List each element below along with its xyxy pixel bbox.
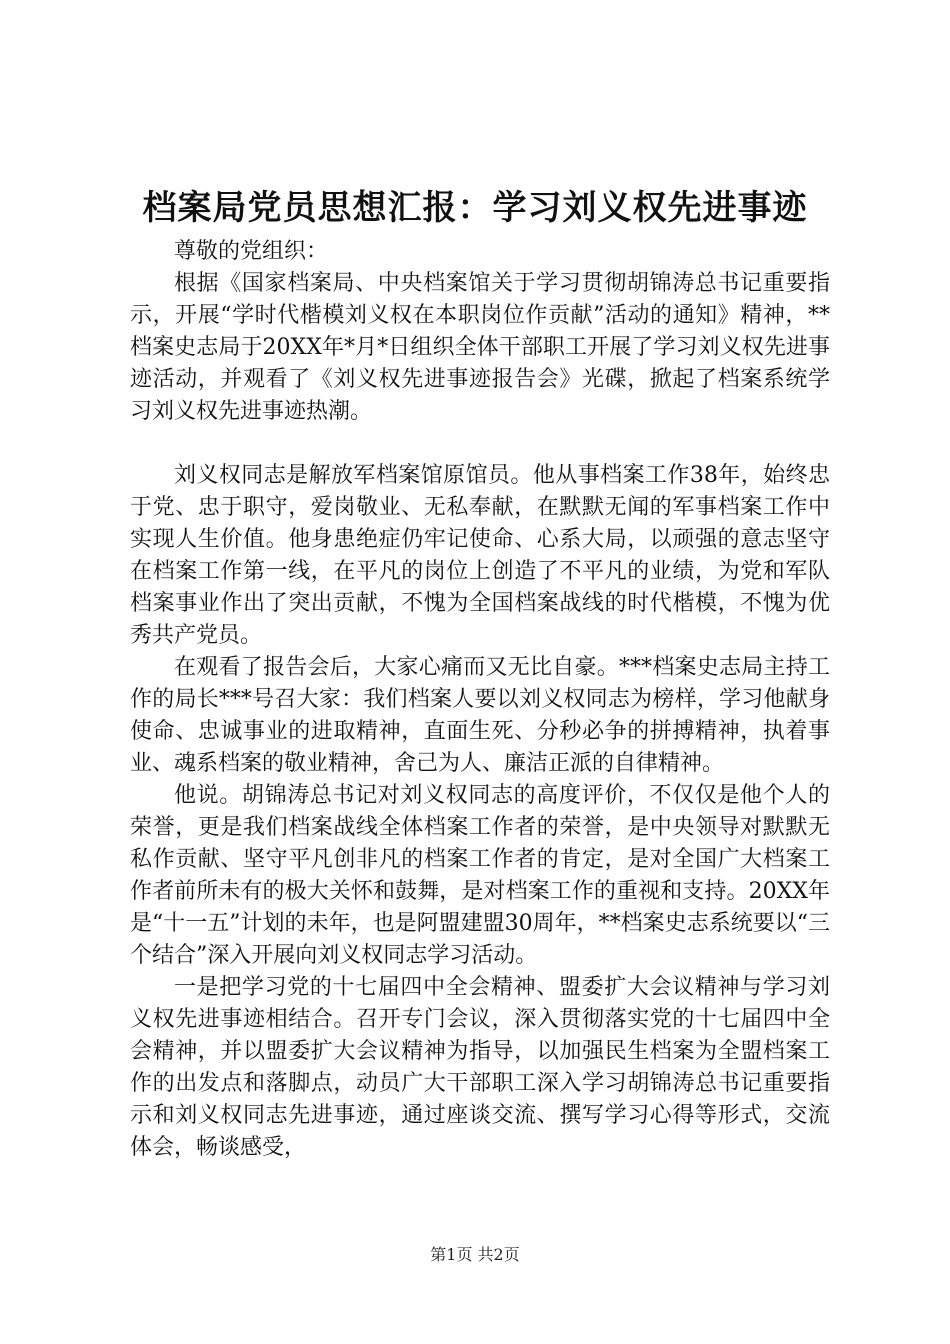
body-paragraph: 在观看了报告会后，大家心痛而又无比自豪。***档案史志局主持工作的局长***号召大家：我们档案人要以刘义权同志为榜样，学习他献身使命、忠诚事业的进取精神，直面生死、分秒必争的拼搏精神，执着事业、魂系档案的敬业精神，舍己为人、廉洁正派的自律精神。 — [130, 655, 830, 776]
document-body — [130, 236, 830, 1164]
page-footer: 第1页 共2页 — [430, 1245, 520, 1264]
document-title: 档案局党员思想汇报：学习刘义权先进事迹 — [142, 188, 808, 228]
body-paragraph: 根据《国家档案局、中央档案馆关于学习贯彻胡锦涛总书记重要指示，开展“学时代楷模刘义权在本职岗位作贡献”活动的通知》精神，**档案史志局于20XX年*月*日组织全体干部职工开展了学习刘义权先进事迹活动，并观看了《刘义权先进事迹报告会》光碟，掀起了档案系统学习刘义权先进事迹热潮。 — [130, 271, 830, 424]
body-paragraph: 刘义权同志是解放军档案馆原馆员。他从事档案工作38年，始终忠于党、忠于职守，爱岗敬业、无私奉献，在默默无闻的军事档案工作中实现人生价值。他身患绝症仍牢记使命、心系大局，以顽强的意志坚守在档案工作第一线，在平凡的岗位上创造了不平凡的业绩，为党和军队档案事业作出了突出贡献，不愧为全国档案战线的时代楷模，不愧为优秀共产党员。 — [130, 463, 830, 648]
salutation-paragraph: 尊敬的党组织： — [174, 239, 329, 264]
body-paragraph: 他说。胡锦涛总书记对刘义权同志的高度评价，不仅仅是他个人的荣誉，更是我们档案战线全体档案工作者的荣誉，是中央领导对默默无私作贡献、坚守平凡创非凡的档案工作者的肯定，是对全国广大档案工作者前所未有的极大关怀和鼓舞，是对档案工作的重视和支持。20XX年是“十一五”计划的未年，也是阿盟建盟30周年，**档案史志系统要以“三个结合”深入开展向刘义权同志学习活动。 — [130, 783, 830, 968]
body-paragraph: 一是把学习党的十七届四中全会精神、盟委扩大会议精神与学习刘义权先进事迹相结合。召开专门会议，深入贯彻落实党的十七届四中全会精神，并以盟委扩大会议精神为指导，以加强民生档案为全盟档案工作的出发点和落脚点，动员广大干部职工深入学习胡锦涛总书记重要指示和刘义权同志先进事迹，通过座谈交流、撰写学习心得等形式，交流体会，畅谈感受， — [130, 975, 830, 1160]
